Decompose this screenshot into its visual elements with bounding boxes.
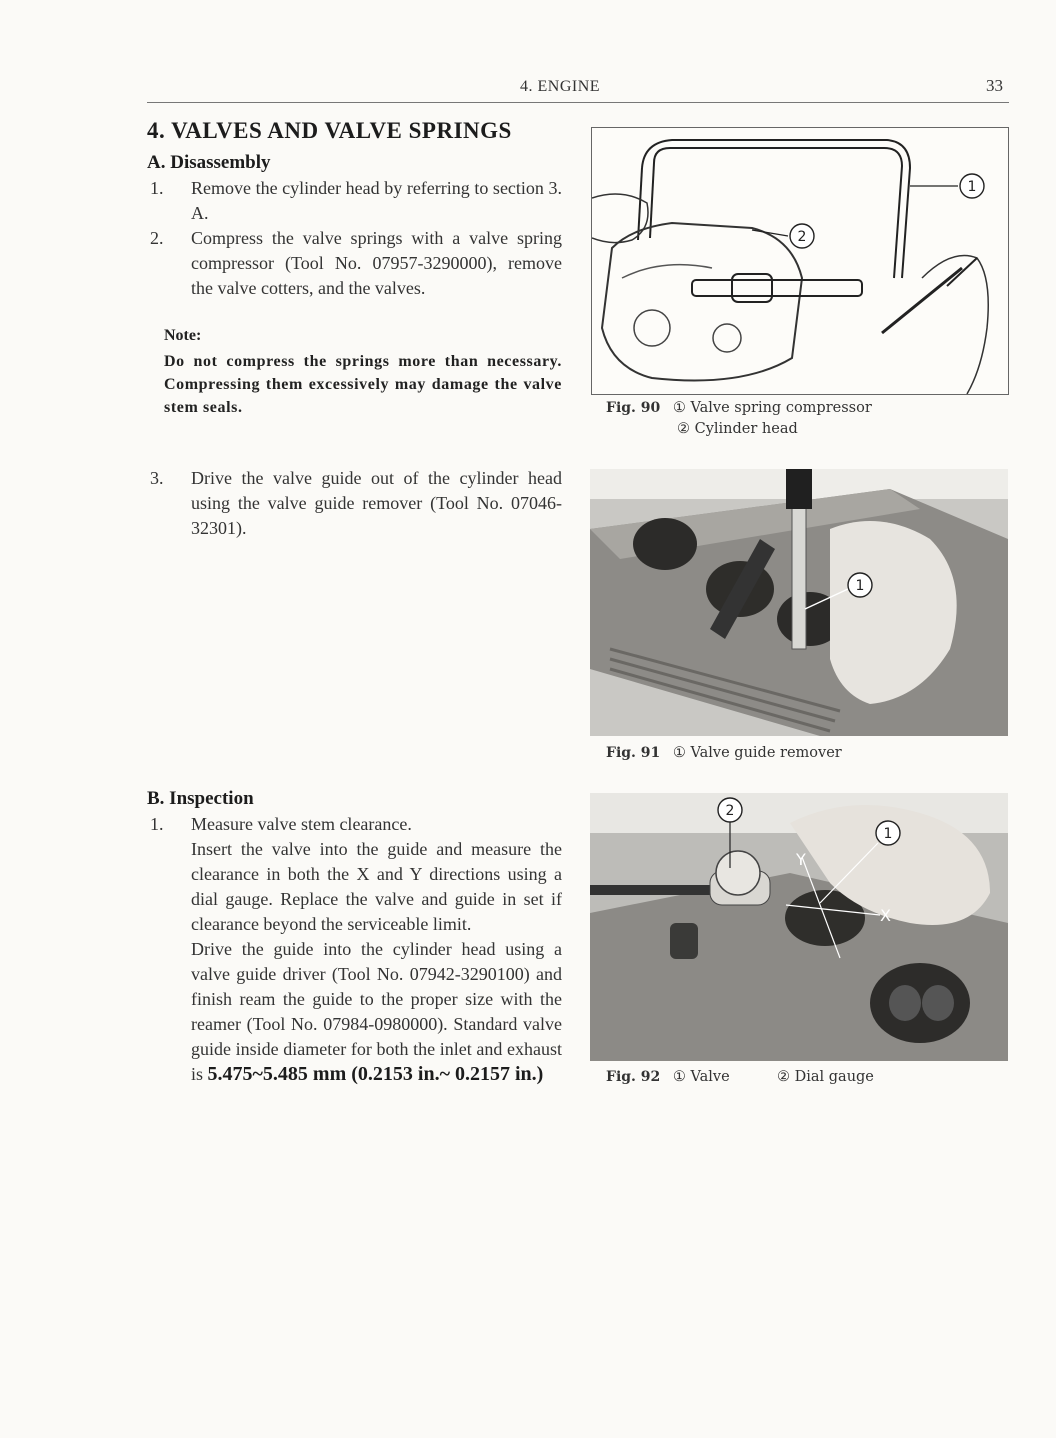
callout-1-text: 1	[967, 179, 977, 195]
step-number: 3.	[150, 468, 164, 488]
fig-90-caption	[606, 400, 872, 416]
step-text: Remove the cylinder head by referring to section 3. A.	[191, 178, 562, 223]
fig-90-caption-1: ① Valve spring compressor	[672, 400, 872, 416]
fig-91-caption	[606, 745, 842, 761]
reamer-text: Drive the guide into the cylinder head using a valve guide driver (Tool No. 07942-3290100) and finish ream the guide to the proper size with the reamer (Tool No. 07984-0980000). Standard valve guide inside diameter for both the inlet and exhaust is	[191, 939, 562, 1084]
valve-spring-compressor-illustration	[592, 128, 1008, 394]
disassembly-step-2	[150, 226, 562, 301]
figure-92	[590, 793, 1008, 1061]
valve-guide-remover-photo	[590, 469, 1008, 736]
step-text: Drive the valve guide out of the cylinder head using the valve guide remover (Tool No. 07046-32301).	[191, 468, 562, 538]
compressor-frame	[654, 148, 902, 278]
fig-92-caption	[606, 1069, 730, 1085]
axis-y-label: Y	[796, 850, 806, 869]
disassembly-heading: A. Disassembly	[147, 152, 271, 173]
fig-90-caption-2: ② Cylinder head	[677, 421, 798, 437]
step-text: Measure valve stem clearance.	[191, 814, 412, 834]
disassembly-step-1	[150, 176, 562, 226]
inspection-heading: B. Inspection	[147, 788, 254, 809]
dial-gauge-photo	[590, 793, 1008, 1061]
figure-90	[591, 127, 1009, 395]
disassembly-step-3	[150, 466, 562, 541]
step-text-paragraph	[191, 937, 562, 1087]
fig-92-label: Fig. 92	[606, 1069, 661, 1085]
inspection-step-1	[150, 812, 562, 1087]
step-text: Compress the valve springs with a valve spring compressor (Tool No. 07957-3290000), remove the valve cotters, and the valves.	[191, 228, 562, 298]
axis-x-label: X	[880, 906, 891, 925]
callout-1-text: 1	[883, 826, 893, 842]
fig-91-label: Fig. 91	[606, 745, 661, 761]
fig-90-label: Fig. 90	[606, 400, 661, 416]
spec-value: 5.475~5.485 mm (0.2153 in.~ 0.2157 in.)	[207, 1063, 544, 1085]
fig-91-caption-1: ① Valve guide remover	[672, 745, 842, 761]
section-title: 4. VALVES AND VALVE SPRINGS	[147, 118, 512, 143]
fig-92-caption-1: ① Valve	[672, 1069, 730, 1085]
step-text-paragraph: Insert the valve into the guide and measure the clearance in both the X and Y directions using a dial gauge. Replace the valve and guide in set if clearance beyond the serviceable limit.	[191, 839, 562, 934]
callout-1-text: 1	[855, 578, 865, 594]
callout-2-text: 2	[797, 229, 807, 245]
note-label: Note:	[164, 327, 202, 344]
page-number: 33	[986, 76, 1003, 95]
figure-91	[590, 469, 1008, 736]
fig-92-caption-2: ② Dial gauge	[777, 1069, 874, 1085]
header-rule	[147, 102, 1009, 103]
step-number: 2.	[150, 228, 164, 248]
step-number: 1.	[150, 814, 164, 834]
step-number: 1.	[150, 178, 164, 198]
compressor-screw	[692, 280, 862, 296]
callout-2-text: 2	[725, 803, 735, 819]
chapter-header: 4. ENGINE	[520, 78, 601, 95]
note-text: Do not compress the springs more than necessary. Compressing them excessively may damage the valve stem seals.	[164, 353, 562, 416]
